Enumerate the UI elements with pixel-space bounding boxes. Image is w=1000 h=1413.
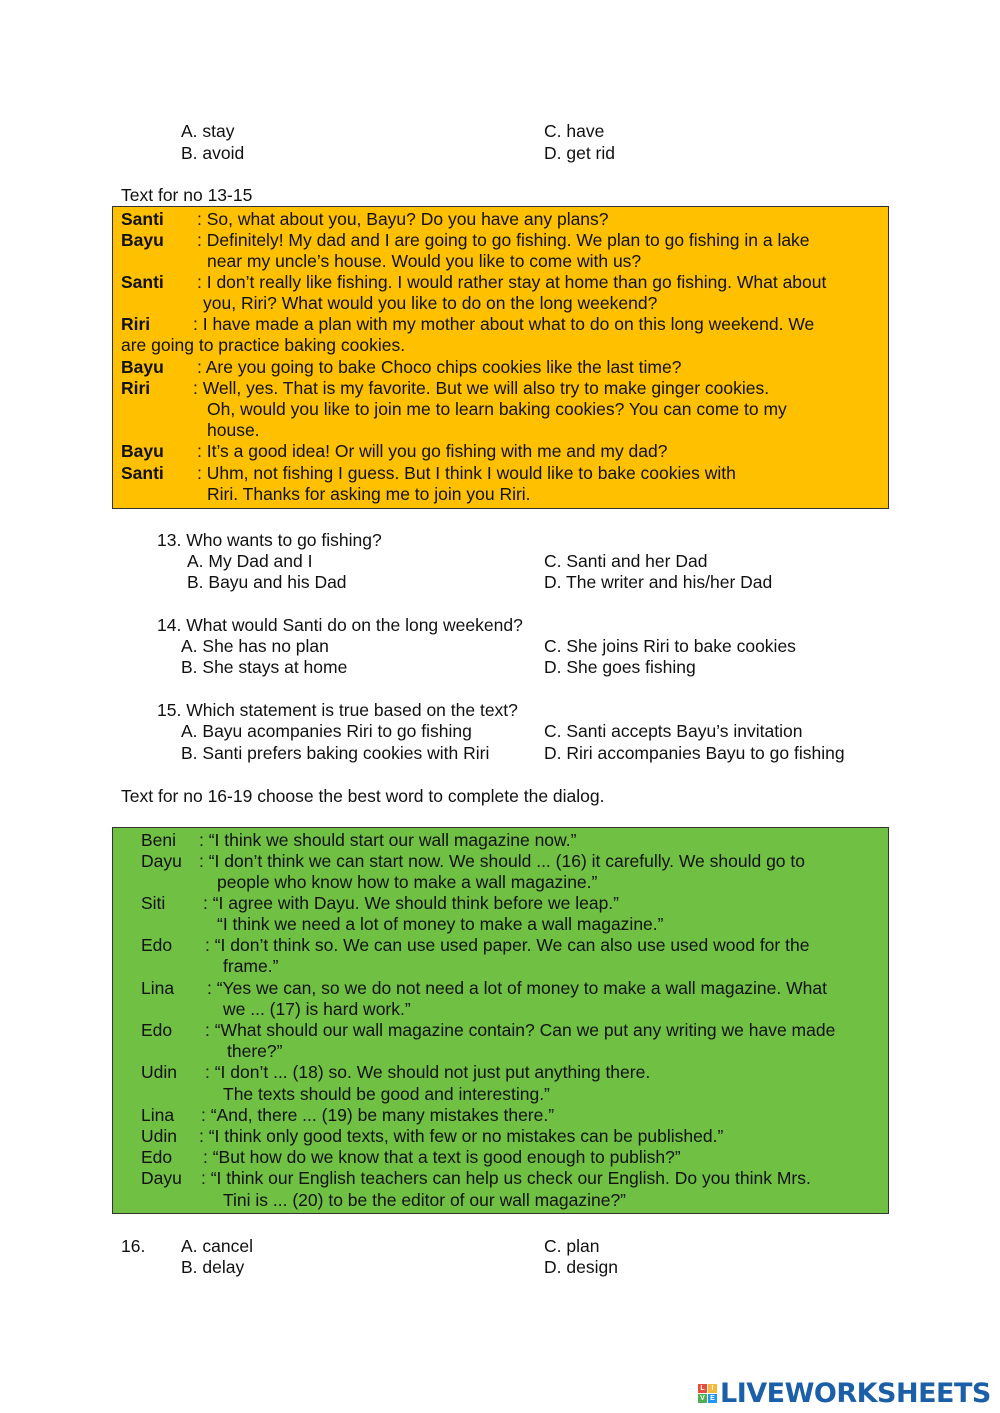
dialog-line (121, 378, 150, 399)
logo-mark-icon (698, 1384, 717, 1403)
speaker: Edo (141, 935, 173, 955)
speaker: Edo (141, 1020, 173, 1040)
q14-option-b: B. She stays at home (181, 657, 348, 677)
speaker: Bayu (121, 230, 164, 250)
q15-option-c: C. Santi accepts Bayu’s invitation (544, 721, 803, 741)
dialog-line (121, 209, 164, 230)
dialog-text: : “I don’t ... (18) so. We should not just put anything there. (205, 1062, 651, 1082)
q16-number: 16. (121, 1236, 146, 1256)
logo-tile: E (708, 1394, 717, 1403)
dialog-text: frame.” (223, 956, 279, 976)
logo-tile: L (698, 1384, 707, 1393)
q12-option-d: D. get rid (544, 143, 615, 163)
liveworksheets-logo (698, 1378, 991, 1408)
q15-question: 15. Which statement is true based on the text? (157, 700, 518, 720)
dialog-text: house. (207, 420, 260, 440)
dialog-box-16-19 (112, 827, 889, 1214)
speaker: Santi (121, 463, 164, 483)
dialog-text: “I think we need a lot of money to make a wall magazine.” (217, 914, 664, 934)
dialog-text: you, Riri? What would you like to do on the long weekend? (203, 293, 658, 313)
q13-option-b: B. Bayu and his Dad (187, 572, 347, 592)
speaker: Lina (141, 1105, 175, 1125)
dialog-line (121, 441, 164, 462)
dialog-line (121, 314, 150, 335)
dialog-text: : “I agree with Dayu. We should think before we leap.” (203, 893, 620, 913)
dialog-text: : “I think we should start our wall magazine now.” (199, 830, 577, 850)
speaker: Siti (141, 893, 166, 913)
speaker: Riri (121, 378, 151, 398)
dialog-text: : “I think only good texts, with few or no mistakes can be published.” (199, 1126, 724, 1146)
dialog-text: : Uhm, not fishing I guess. But I think I would like to bake cookies with (197, 463, 736, 483)
dialog-text: : “But how do we know that a text is good enough to publish?” (203, 1147, 681, 1167)
text-16-19-title: Text for no 16-19 choose the best word to complete the dialog. (121, 786, 605, 806)
dialog-line (121, 230, 164, 251)
q16-option-a: A. cancel (181, 1236, 253, 1256)
dialog-text: : So, what about you, Bayu? Do you have any plans? (197, 209, 609, 229)
speaker: Santi (121, 209, 164, 229)
logo-tile: V (698, 1394, 707, 1403)
dialog-text: : I don’t really like fishing. I would rather stay at home than go fishing. What about (197, 272, 827, 292)
dialog-text: : Well, yes. That is my favorite. But we will also try to make ginger cookies. (193, 378, 770, 398)
speaker: Beni (141, 830, 177, 850)
q14-option-c: C. She joins Riri to bake cookies (544, 636, 796, 656)
dialog-text: : “I don’t think we can start now. We should ... (16) it carefully. We should go to (199, 851, 805, 871)
dialog-box-13-15 (112, 206, 889, 509)
dialog-text: : “And, there ... (19) be many mistakes there.” (201, 1105, 555, 1125)
dialog-text: : It’s a good idea! Or will you go fishing with me and my dad? (197, 441, 668, 461)
dialog-line (121, 463, 164, 484)
q15-option-b: B. Santi prefers baking cookies with Riri (181, 743, 490, 763)
q13-option-c: C. Santi and her Dad (544, 551, 708, 571)
speaker: Udin (141, 1062, 177, 1082)
dialog-text: : “I don’t think so. We can use used paper. We can also use used wood for the (205, 935, 810, 955)
q14-question: 14. What would Santi do on the long weekend? (157, 615, 523, 635)
speaker: Edo (141, 1147, 173, 1167)
speaker: Dayu (141, 851, 182, 871)
dialog-text: : “I think our English teachers can help us check our English. Do you think Mrs. (201, 1168, 811, 1188)
dialog-text: we ... (17) is hard work.” (223, 999, 411, 1019)
q16-option-b: B. delay (181, 1257, 245, 1277)
q15-option-d: D. Riri accompanies Bayu to go fishing (544, 743, 845, 763)
dialog-text: there?” (227, 1041, 283, 1061)
q13-option-a: A. My Dad and I (187, 551, 313, 571)
q12-option-b: B. avoid (181, 143, 245, 163)
dialog-text: : I have made a plan with my mother about what to do on this long weekend. We (193, 314, 815, 334)
speaker: Santi (121, 272, 164, 292)
speaker: Lina (141, 978, 175, 998)
dialog-text: : “Yes we can, so we do not need a lot of money to make a wall magazine. What (207, 978, 827, 998)
dialog-text: Oh, would you like to join me to learn baking cookies? You can come to my (207, 399, 787, 419)
dialog-text: Riri. Thanks for asking me to join you Riri. (207, 484, 531, 504)
q13-option-d: D. The writer and his/her Dad (544, 572, 773, 592)
dialog-text: The texts should be good and interesting.” (223, 1084, 550, 1104)
speaker: Dayu (141, 1168, 182, 1188)
speaker: Bayu (121, 441, 164, 461)
text-13-15-title: Text for no 13-15 (121, 185, 253, 205)
q12-option-a: A. stay (181, 121, 235, 141)
dialog-text: : Are you going to bake Choco chips cookies like the last time? (197, 357, 682, 377)
q14-option-a: A. She has no plan (181, 636, 329, 656)
speaker: Bayu (121, 357, 164, 377)
logo-text: LIVEWORKSHEETS (720, 1377, 991, 1409)
q16-option-d: D. design (544, 1257, 618, 1277)
dialog-text: are going to practice baking cookies. (121, 335, 406, 355)
speaker: Riri (121, 314, 151, 334)
speaker: Udin (141, 1126, 177, 1146)
dialog-text: : Definitely! My dad and I are going to go fishing. We plan to go fishing in a lake (197, 230, 810, 250)
logo-tile: I (708, 1384, 717, 1393)
q16-option-c: C. plan (544, 1236, 600, 1256)
dialog-line (121, 357, 164, 378)
q13-question: 13. Who wants to go fishing? (157, 530, 382, 550)
dialog-text: near my uncle’s house. Would you like to come with us? (207, 251, 642, 271)
q15-option-a: A. Bayu acompanies Riri to go fishing (181, 721, 472, 741)
dialog-text: Tini is ... (20) to be the editor of our wall magazine?” (223, 1190, 627, 1210)
dialog-line (121, 272, 164, 293)
dialog-text: people who know how to make a wall magazine.” (217, 872, 598, 892)
q12-option-c: C. have (544, 121, 605, 141)
dialog-text: : “What should our wall magazine contain? Can we put any writing we have made (205, 1020, 836, 1040)
q14-option-d: D. She goes fishing (544, 657, 696, 677)
